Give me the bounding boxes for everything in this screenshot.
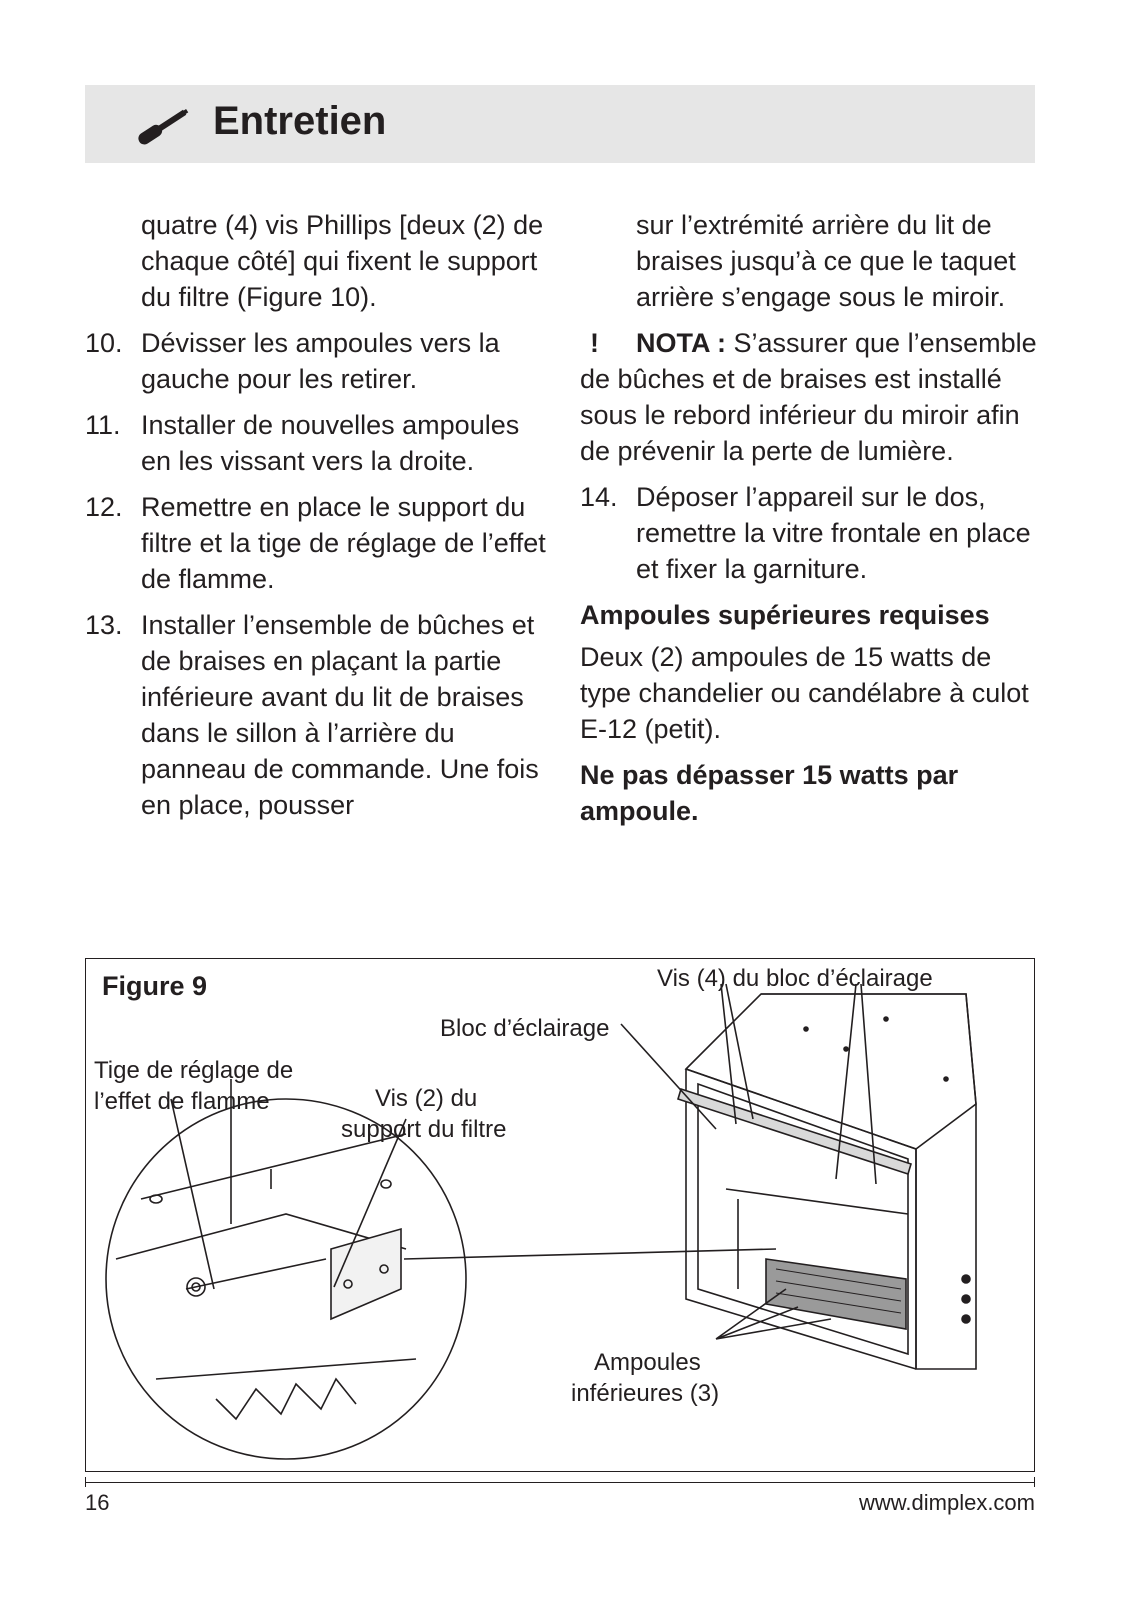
step-text: Dévisser les ampoules vers la gauche pour les retirer. [141,328,500,394]
step-13-continuation: sur l’extrémité arrière du lit de braises jusqu’à ce que le taquet arrière s’engage sous le miroir. [636,210,1016,312]
step-12 [85,489,555,597]
figure-title: Figure 9 [102,971,208,1001]
step-number: 12. [85,492,123,522]
step-10 [85,325,555,397]
wattage-warning: Ne pas dépasser 15 watts par ampoule. [580,760,959,826]
label-flame-rod-line1: Tige de réglage de [94,1057,294,1084]
label-light-block-screws: Vis (4) du bloc d’éclairage [657,965,933,992]
step-11 [85,407,555,479]
right-column [580,207,1040,839]
step-text: Déposer l’appareil sur le dos, remettre la vitre frontale en place et fixer la garniture. [636,482,1031,584]
step-number: 14. [580,482,618,512]
note-text: S’assurer que l’ensemble de bûches et de braises est installé sous le rebord inférieur du miroir afin de prévenir la perte de lumière. [580,328,1037,466]
note-block [580,325,1040,469]
website-url: www.dimplex.com [858,1490,1035,1515]
label-light-block: Bloc d’éclairage [440,1015,610,1042]
page-number: 16 [85,1490,110,1515]
step-text: Installer l’ensemble de bûches et de braises en plaçant la partie inférieure avant du lit de braises dans le sillon à l’arrière du panneau de commande. Une fois en place, pousser [141,610,539,820]
step-number: 11. [85,410,121,440]
label-lower-bulbs-line2: inférieures (3) [571,1380,720,1407]
step-14 [580,479,1040,587]
section-title: Entretien [213,99,387,143]
bulb-info: Deux (2) ampoules de 15 watts de type chandelier ou candélabre à culot E-12 (petit). [580,642,1029,744]
screwdriver-icon [131,107,193,147]
note-label: NOTA : [636,328,726,358]
footer-tick-left [85,1477,86,1487]
label-lower-bulbs-line1: Ampoules [594,1349,701,1376]
footer-rule [85,1482,1035,1483]
section-header [85,85,1035,163]
subheading: Ampoules supérieures requises [580,600,990,630]
warning-mark-icon: ! [590,328,599,358]
step-13 [85,607,555,823]
footer-tick-right [1034,1477,1035,1487]
step-9-continuation: quatre (4) vis Phillips [deux (2) de chaque côté] qui fixent le support du filtre (Figure 10). [141,210,544,312]
left-column [85,207,555,833]
step-number: 13. [85,610,123,640]
label-filter-screws-line2: support du filtre [341,1116,507,1143]
figure-9 [85,958,1035,1472]
label-filter-screws-line1: Vis (2) du [375,1085,478,1112]
label-flame-rod-line2: l’effet de flamme [94,1088,270,1115]
step-number: 10. [85,328,123,358]
step-text: Installer de nouvelles ampoules en les vissant vers la droite. [141,410,520,476]
step-text: Remettre en place le support du filtre et la tige de réglage de l’effet de flamme. [141,492,546,594]
